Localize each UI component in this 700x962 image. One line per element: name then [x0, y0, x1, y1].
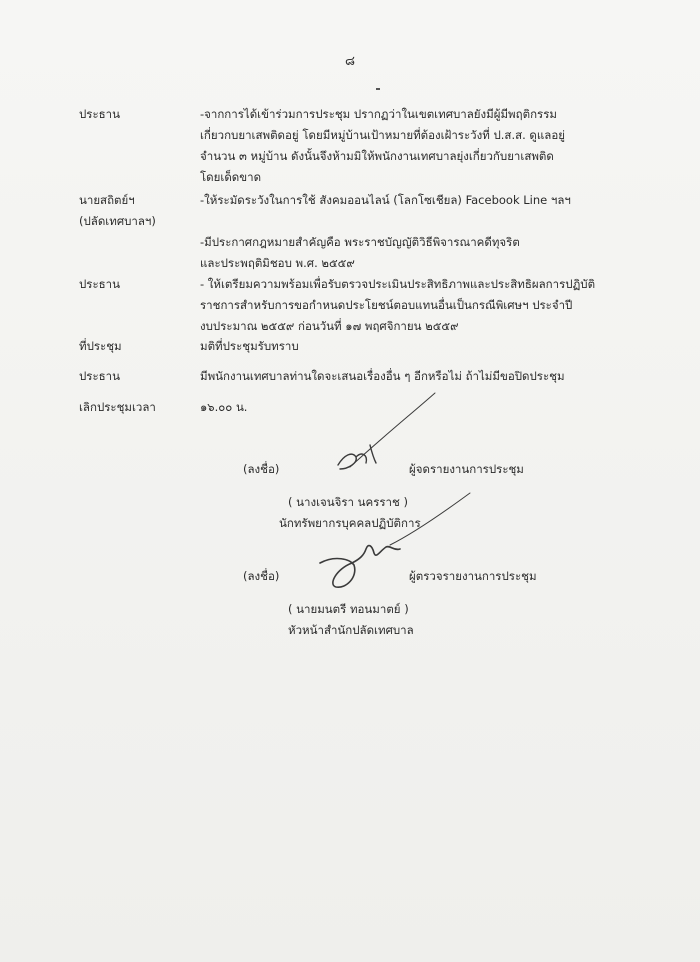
- signer-position: หัวหน้าสำนักปลัดเทศบาล: [288, 623, 414, 637]
- sign-label: (ลงชื่อ): [243, 462, 280, 476]
- speaker-label: ที่ประชุม: [79, 339, 122, 353]
- entry-content: -ให้ระมัดระวังในการใช้ สังคมออนไลน์ (โลกโซเชียล) Facebook Line ฯลฯ -มีประกาศกฎหมายสำคัญคือ พระราชบัญญัติวิธีพิจารณาคดีทุจริต และประพฤติมิชอบ พ.ศ. ๒๕๕๙: [200, 193, 571, 270]
- ink-dot: [376, 88, 380, 90]
- speaker-label: เลิกประชุมเวลา: [79, 400, 156, 414]
- speaker-label: ประธาน: [79, 369, 120, 383]
- signer-role: ผู้จดรายงานการประชุม: [409, 462, 524, 476]
- entry-content: -จากการได้เข้าร่วมการประชุม ปรากฏว่าในเขตเทศบาลยังมีผู้มีพฤติกรรม เกี่ยวกบยาเสพติดอยู่ โดยมีหมู่บ้านเป้าหมายที่ต้องเฝ้าระวังที่ ป.ส.ส. ดูแลอยู่ จำนวน ๓ หมู่บ้าน ดังนั้นจึงห้ามมิให้พนักงานเทศบาลยุ่งเกี่ยวกับยาเสพติด โดยเด็ดขาด: [200, 107, 565, 184]
- entry-content: ๑๖.๐๐ น.: [200, 400, 248, 414]
- signer-role: ผู้ตรวจรายงานการประชุม: [409, 569, 537, 583]
- speaker-label: นายสถิตย์ฯ (ปลัดเทศบาลฯ): [79, 193, 156, 228]
- signer-name: ( นายมนตรี ทอนมาตย์ ): [288, 602, 409, 616]
- sign-label: (ลงชื่อ): [243, 569, 280, 583]
- speaker-label: ประธาน: [79, 277, 120, 291]
- entry-content: มติที่ประชุมรับทราบ: [200, 339, 299, 353]
- entry-content: - ให้เตรียมความพร้อมเพื่อรับตรวจประเมินประสิทธิภาพและประสิทธิผลการปฏิบัติ ราชการสำหรับการขอกำหนดประโยชน์ตอบแทนอื่นเป็นกรณีพิเศษฯ ประจำปี งบประมาณ ๒๕๕๙ ก่อนวันที่ ๑๗ พฤศจิกายน ๒๕๕๙: [200, 277, 596, 333]
- speaker-label: ประธาน: [79, 107, 120, 121]
- signer-name: ( นางเจนจิรา นครราช ): [288, 495, 408, 509]
- page-number: ๘: [344, 54, 356, 69]
- signer-position: นักทรัพยากรบุคคลปฏิบัติการ: [279, 516, 421, 530]
- signature-2: [290, 485, 490, 605]
- entry-content: มีพนักงานเทศบาลท่านใดจะเสนอเรื่องอื่น ๆ อีกหรือไม่ ถ้าไม่มีขอปิดประชุม: [200, 369, 565, 383]
